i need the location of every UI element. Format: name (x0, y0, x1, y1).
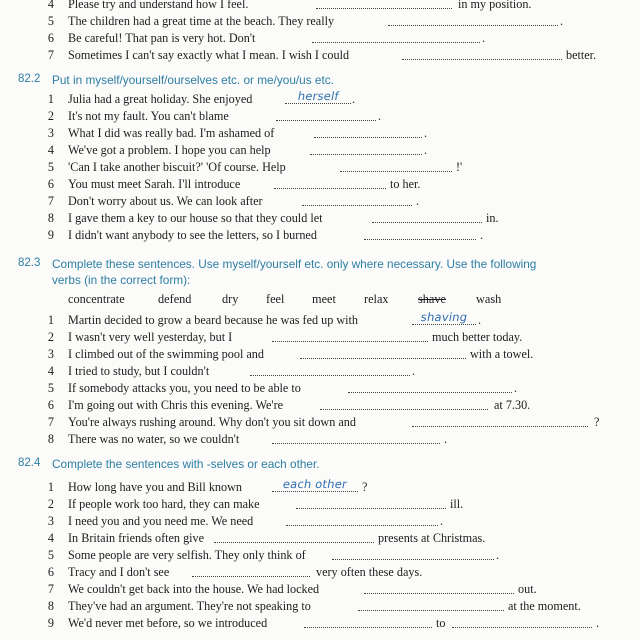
item-text-end: ? (362, 480, 368, 494)
item-text: Be careful! That pan is very hot. Don't (68, 31, 256, 45)
answer-blank[interactable] (372, 212, 482, 223)
item-text: I wasn't very well yesterday, but I (68, 330, 233, 344)
item-number: 3 (47, 514, 54, 528)
item-text: There was no water, so we couldn't (68, 432, 240, 446)
item-text: Please try and understand how I feel. (68, 0, 249, 11)
item-text-end: much better today. (432, 330, 523, 344)
item-text-end: ill. (450, 497, 464, 511)
item-text-end: with a towel. (470, 347, 534, 361)
answer-blank[interactable] (250, 365, 410, 376)
item-number: 8 (47, 211, 54, 225)
item-number: 9 (47, 616, 54, 630)
item-number: 1 (47, 313, 54, 327)
verb: wash (476, 292, 502, 306)
item-number: 2 (47, 109, 54, 123)
item-text: 'Can I take another biscuit?' 'Of course. Help (68, 160, 286, 174)
verb: dry (222, 292, 239, 306)
section-instruction: Put in myself/yourself/ourselves etc. or me/you/us etc. (52, 73, 334, 87)
item-number: 7 (47, 415, 54, 429)
item-text-end: . (482, 31, 486, 45)
answer-blank[interactable] (312, 32, 480, 43)
answer-blank[interactable] (402, 49, 562, 60)
item-text: Some people are very selfish. They only think of (68, 548, 306, 562)
item-number: 3 (47, 347, 54, 361)
answer-blank[interactable] (340, 161, 452, 172)
item-text: We've got a problem. I hope you can help (68, 143, 271, 157)
answer-blank[interactable] (304, 617, 432, 628)
item-number: 7 (47, 194, 54, 208)
item-text-end: better. (566, 48, 597, 62)
answer-blank[interactable] (358, 600, 504, 611)
verb-crossed-out: shave (418, 292, 446, 306)
item-text: They've had an argument. They're not speaking to (68, 599, 311, 613)
item-text-end: in. (486, 211, 499, 225)
item-number: 8 (47, 599, 54, 613)
item-text: We'd never met before, so we introduced (68, 616, 268, 630)
answer-blank[interactable] (272, 331, 428, 342)
item-text-end: . (412, 364, 416, 378)
item-text-end: very often these days. (316, 565, 423, 579)
handwritten-answer: each other (281, 477, 349, 491)
item-number: 4 (47, 364, 54, 378)
item-text-end: . (378, 109, 382, 123)
item-text-end: . (514, 381, 518, 395)
answer-blank[interactable] (412, 416, 588, 427)
item-text-end: . (596, 616, 600, 630)
answer-blank[interactable] (302, 195, 412, 206)
item-number: 6 (47, 398, 54, 412)
item-text: What I did was really bad. I'm ashamed of (68, 126, 275, 140)
answer-blank[interactable] (192, 566, 310, 577)
item-text: I didn't want anybody to see the letters, so I burned (68, 228, 317, 242)
item-text: Sometimes I can't say exactly what I mean. I wish I could (68, 48, 350, 62)
item-text: Don't worry about us. We can look after (68, 194, 263, 208)
section-instruction-cont: verbs (in the correct form): (52, 273, 191, 287)
answer-blank[interactable] (332, 549, 494, 560)
item-text-end: . (480, 228, 484, 242)
item-text: If somebody attacks you, you need to be able to (68, 381, 301, 395)
item-number: 8 (47, 432, 54, 446)
item-text: Julia had a great holiday. She enjoyed (68, 92, 253, 106)
answer-blank[interactable] (316, 0, 452, 9)
item-number: 5 (47, 548, 54, 562)
item-text: I climbed out of the swimming pool and (68, 347, 264, 361)
item-text-end: presents at Christmas. (378, 531, 486, 545)
answer-blank[interactable] (452, 617, 592, 628)
item-number: 3 (47, 126, 54, 140)
item-text-end: . (496, 548, 500, 562)
verb: feel (266, 292, 285, 306)
verb: defend (158, 292, 192, 306)
section-number: 82.3 (18, 257, 41, 269)
item-text-end: at the moment. (508, 599, 581, 613)
answer-blank[interactable] (272, 433, 440, 444)
item-text: How long have you and Bill known (68, 480, 242, 494)
item-text-end: . (416, 194, 420, 208)
item-text-end: . (424, 126, 428, 140)
answer-blank[interactable] (320, 399, 488, 410)
section-instruction: Complete these sentences. Use myself/yourself etc. only where necessary. Use the following (52, 257, 537, 271)
handwritten-answer: herself (296, 89, 340, 103)
item-text-mid: to (436, 616, 446, 630)
item-number: 2 (47, 330, 54, 344)
answer-blank[interactable] (214, 532, 374, 543)
answer-blank[interactable] (296, 498, 446, 509)
answer-blank[interactable] (276, 110, 376, 121)
item-text-end: . (440, 514, 444, 528)
item-text: You must meet Sarah. I'll introduce (68, 177, 241, 191)
item-number: 1 (47, 92, 54, 106)
item-text-end: . (424, 143, 428, 157)
item-number: 5 (47, 381, 54, 395)
answer-blank[interactable] (364, 229, 476, 240)
item-text-end: ? (594, 415, 600, 429)
item-number: 6 (47, 565, 54, 579)
item-number: 6 (47, 177, 54, 191)
answer-blank[interactable] (364, 583, 514, 594)
item-number: 7 (47, 48, 54, 62)
item-text-end: !' (456, 160, 463, 174)
item-text: Martin decided to grow a beard because he was fed up with (68, 313, 359, 327)
answer-blank[interactable] (388, 15, 558, 26)
item-number: 5 (47, 14, 54, 28)
item-text-end: out. (518, 582, 537, 596)
item-number: 4 (47, 531, 54, 545)
item-text: I tried to study, but I couldn't (68, 364, 210, 378)
answer-blank[interactable] (348, 382, 512, 393)
answer-blank[interactable] (286, 515, 438, 526)
answer-blank[interactable] (274, 178, 386, 189)
item-number: 1 (47, 480, 54, 494)
item-text: In Britain friends often give (68, 531, 205, 545)
answer-blank[interactable] (310, 144, 422, 155)
section-instruction: Complete the sentences with -selves or each other. (52, 457, 320, 471)
item-number: 9 (47, 228, 54, 242)
verb: relax (364, 292, 389, 306)
item-text: You're always rushing around. Why don't you sit down and (68, 415, 356, 429)
item-text: It's not my fault. You can't blame (68, 109, 229, 123)
item-text: The children had a great time at the beach. They really (68, 14, 335, 28)
item-text-end: . (478, 313, 482, 327)
verb: concentrate (68, 292, 125, 306)
section-number: 82.2 (18, 73, 41, 85)
item-number: 4 (47, 143, 54, 157)
item-text: Tracy and I don't see (68, 565, 170, 579)
item-text-end: . (560, 14, 564, 28)
item-number: 2 (47, 497, 54, 511)
section-number: 82.4 (18, 457, 41, 469)
item-number: 6 (47, 31, 54, 45)
item-text-end: . (444, 432, 448, 446)
handwritten-answer: shaving (419, 310, 469, 324)
answer-blank[interactable] (300, 348, 466, 359)
item-text-end: in my position. (458, 0, 532, 11)
answer-blank[interactable] (314, 127, 422, 138)
item-text: I gave them a key to our house so that they could let (68, 211, 323, 225)
item-text: I need you and you need me. We need (68, 514, 254, 528)
item-text: If people work too hard, they can make (68, 497, 260, 511)
item-text: I'm going out with Chris this evening. We're (68, 398, 284, 412)
item-number: 5 (47, 160, 54, 174)
item-number: 4 (47, 0, 54, 11)
verb: meet (312, 292, 336, 306)
item-text-end: to her. (390, 177, 421, 191)
item-text: We couldn't get back into the house. We had locked (68, 582, 320, 596)
item-text-end: . (352, 92, 356, 106)
item-number: 7 (47, 582, 54, 596)
item-text-end: at 7.30. (494, 398, 531, 412)
